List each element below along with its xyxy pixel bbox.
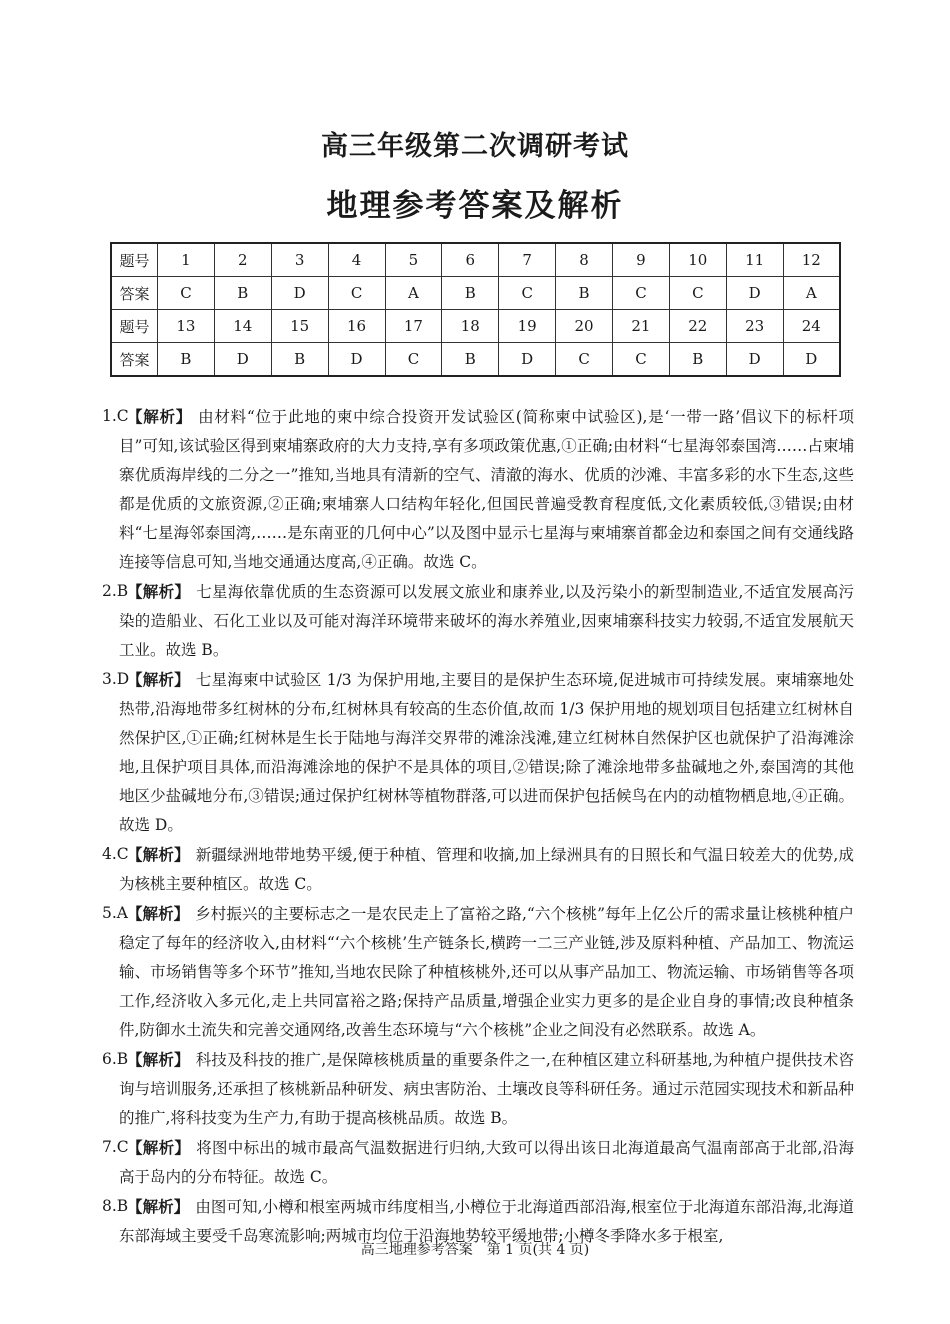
table-cell: 10 <box>669 243 726 277</box>
item-text: 由图可知,小樽和根室两城市纬度相当,小樽位于北海道西部沿海,根室位于北海道东部沿海,北海道东部海域主要受千岛寒流影响;两城市均位于沿海地势较平缓地带;小樽冬季降水多于根室, <box>119 1198 854 1245</box>
item-text: 新疆绿洲地带地势平缓,便于种植、管理和收摘,加上绿洲具有的日照长和气温日较差大的优势,成为核桃主要种植区。故选 C。 <box>119 846 854 893</box>
table-cell: B <box>214 277 271 310</box>
table-cell: B <box>669 343 726 377</box>
table-cell: C <box>158 277 215 310</box>
table-cell: 7 <box>499 243 556 277</box>
table-cell: 11 <box>726 243 783 277</box>
page-title: 高三年级第二次调研考试 <box>321 131 629 162</box>
page-subtitle: 地理参考答案及解析 <box>326 188 624 224</box>
table-cell: C <box>556 343 613 377</box>
table-cell: C <box>385 343 442 377</box>
table-cell: 14 <box>214 310 271 343</box>
table-cell: 23 <box>726 310 783 343</box>
table-cell: C <box>499 277 556 310</box>
explanation-list <box>102 402 854 1251</box>
table-cell: 21 <box>613 310 670 343</box>
table-cell: D <box>499 343 556 377</box>
table-cell: 9 <box>613 243 670 277</box>
analysis-tag: 【解析】 <box>127 582 191 601</box>
table-cell: 15 <box>271 310 328 343</box>
list-item <box>102 840 854 899</box>
item-text: 将图中标出的城市最高气温数据进行归纳,大致可以得出该日北海道最高气温南部高于北部,沿海高于岛内的分布特征。故选 C。 <box>119 1139 854 1186</box>
table-cell: 3 <box>271 243 328 277</box>
table-cell: C <box>613 343 670 377</box>
question-label: 题号 <box>111 243 158 277</box>
table-cell: 2 <box>214 243 271 277</box>
table-cell: 20 <box>556 310 613 343</box>
answer-label: 答案 <box>111 277 158 310</box>
table-row <box>111 243 840 277</box>
item-number: 7.C <box>102 1138 129 1156</box>
table-cell: A <box>385 277 442 310</box>
analysis-tag: 【解析】 <box>127 845 190 864</box>
table-row <box>111 277 840 310</box>
page-footer: 高三地理参考答案 第 1 页(共 4 页) <box>360 1242 590 1258</box>
analysis-tag: 【解析】 <box>127 1050 190 1069</box>
table-cell: 6 <box>442 243 499 277</box>
list-item <box>102 1045 854 1133</box>
analysis-tag: 【解析】 <box>127 904 190 923</box>
table-cell: D <box>214 343 271 377</box>
analysis-tag: 【解析】 <box>127 1138 191 1157</box>
answer-table <box>110 242 841 377</box>
item-text: 科技及科技的推广,是保障核桃质量的重要条件之一,在种植区建立科研基地,为种植户提供技术咨询与培训服务,还承担了核桃新品种研发、病虫害防治、土壤改良等科研任务。通过示范园实现技术和新品种的推广,将科技变为生产力,有助于提高核桃品质。故选 B。 <box>119 1051 854 1127</box>
item-number: 6.B <box>102 1050 129 1068</box>
item-number: 8.B <box>102 1197 129 1215</box>
table-cell: C <box>328 277 385 310</box>
list-item <box>102 1133 854 1192</box>
table-cell: C <box>669 277 726 310</box>
table-row <box>111 343 840 377</box>
table-cell: B <box>158 343 215 377</box>
item-number: 1.C <box>102 407 129 425</box>
analysis-tag: 【解析】 <box>127 1197 190 1216</box>
table-cell: B <box>442 277 499 310</box>
item-text: 七星海柬中试验区 1/3 为保护用地,主要目的是保护生态环境,促进城市可持续发展。柬埔寨地处热带,沿海地带多红树林的分布,红树林具有较高的生态价值,故而 1/3 保护用地的规划项目包括建立红树林自然保护区,①正确;红树林是生长于陆地与海洋交界带的滩涂浅滩,建立红树林自然保护区也就保护了沿海滩涂地,且保护项目具体,而沿海滩涂地的保护不是具体的项目,②错误;除了滩涂地带多盐碱地之外,泰国湾的其他地区少盐碱地分布,③错误;通过保护红树林等植物群落,可以进而保护包括候鸟在内的动植物栖息地,④正确。故选 D。 <box>119 671 854 834</box>
table-cell: 16 <box>328 310 385 343</box>
table-cell: B <box>556 277 613 310</box>
analysis-tag: 【解析】 <box>127 670 190 689</box>
answer-label: 答案 <box>111 343 158 377</box>
question-label: 题号 <box>111 310 158 343</box>
table-cell: 8 <box>556 243 613 277</box>
list-item <box>102 665 854 840</box>
table-cell: D <box>328 343 385 377</box>
table-row <box>111 310 840 343</box>
table-cell: B <box>271 343 328 377</box>
table-cell: D <box>726 277 783 310</box>
table-cell: 17 <box>385 310 442 343</box>
table-cell: 12 <box>783 243 840 277</box>
table-cell: 24 <box>783 310 840 343</box>
item-number: 2.B <box>102 582 129 600</box>
table-cell: 5 <box>385 243 442 277</box>
item-text: 由材料“位于此地的柬中综合投资开发试验区(简称柬中试验区),是‘一带一路’倡议下的标杆项目”可知,该试验区得到柬埔寨政府的大力支持,享有多项政策优惠,①正确;由材料“七星海邻泰国湾……占柬埔寨优质海岸线的二分之一”推知,当地具有清新的空气、清澈的海水、优质的沙滩、丰富多彩的水下生态,这些都是优质的文旅资源,②正确;柬埔寨人口结构年轻化,但国民普遍受教育程度低,文化素质较低,③错误;由材料“七星海邻泰国湾,……是东南亚的几何中心”以及图中显示七星海与柬埔寨首都金边和泰国之间有交通线路连接等信息可知,当地交通通达度高,④正确。故选 C。 <box>119 408 854 571</box>
list-item <box>102 402 854 577</box>
analysis-tag: 【解析】 <box>127 407 193 426</box>
table-cell: A <box>783 277 840 310</box>
table-cell: 19 <box>499 310 556 343</box>
item-number: 4.C <box>102 845 129 863</box>
item-text: 七星海依靠优质的生态资源可以发展文旅业和康养业,以及污染小的新型制造业,不适宜发展高污染的造船业、石化工业以及可能对海洋环境带来破坏的海水养殖业,因柬埔寨科技实力较弱,不适宜发展航天工业。故选 B。 <box>119 583 854 659</box>
table-cell: 18 <box>442 310 499 343</box>
table-cell: 13 <box>158 310 215 343</box>
table-cell: D <box>783 343 840 377</box>
list-item <box>102 899 854 1045</box>
table-cell: B <box>442 343 499 377</box>
table-cell: 1 <box>158 243 215 277</box>
item-number: 3.D <box>102 670 130 688</box>
table-cell: D <box>271 277 328 310</box>
item-text: 乡村振兴的主要标志之一是农民走上了富裕之路,“六个核桃”每年上亿公斤的需求量让核桃种植户稳定了每年的经济收入,由材料“‘六个核桃’生产链条长,横跨一二三产业链,涉及原料种植、产品加工、物流运输、市场销售等多个环节”推知,当地农民除了种植核桃外,还可以从事产品加工、物流运输、市场销售等各项工作,经济收入多元化,走上共同富裕之路;保持产品质量,增强企业实力更多的是企业自身的事情;改良种植条件,防御水土流失和完善交通网络,改善生态环境与“六个核桃”企业之间没有必然联系。故选 A。 <box>119 905 854 1039</box>
table-cell: D <box>726 343 783 377</box>
item-number: 5.A <box>102 904 128 922</box>
table-cell: 4 <box>328 243 385 277</box>
table-cell: 22 <box>669 310 726 343</box>
table-cell: C <box>613 277 670 310</box>
list-item <box>102 577 854 665</box>
